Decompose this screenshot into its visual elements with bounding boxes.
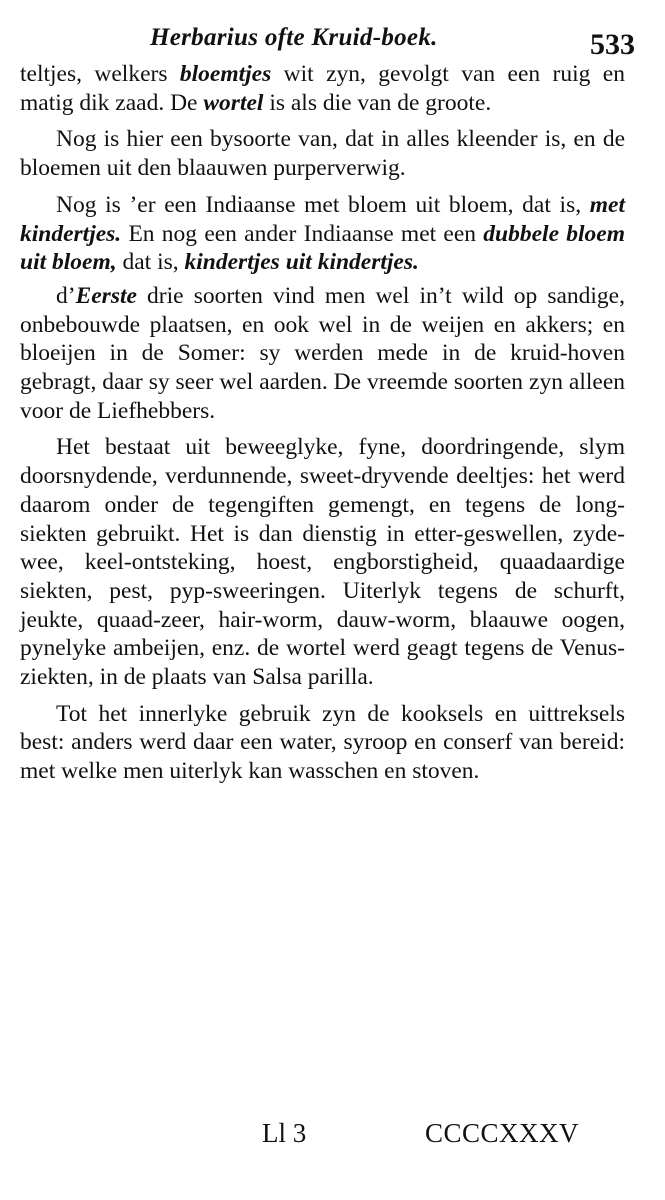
text-run: d’ xyxy=(56,282,76,309)
text-run: drie soorten vind men wel in’t wild op sandige, onbebouwde plaatsen, en ook wel in de weijen en akkers; en bloeijen in de Somer: sy werden mede in de kruid-hoven gebragt, daar sy seer wel aarden. De vreemde soorten zyn alleen voor de Liefhebbers. xyxy=(20,282,625,424)
text-run: bloemtjes xyxy=(179,61,272,87)
text-run: dat is, xyxy=(116,249,185,276)
text-run: Tot het innerlyke gebruik zyn de kooksels en uittreksels best: anders werd daar een water, syroop en conserf van bereid: met welke men uiterlyk kan wasschen en stoven. xyxy=(20,700,625,785)
paragraph-3 xyxy=(20,191,625,277)
paragraph-2 xyxy=(20,125,625,182)
text-run: teltjes, welkers xyxy=(20,61,180,87)
text-run: Het bestaat uit beweeglyke, fyne, doordringende, slym doorsnydende, verdunnende, sweet-dryvende deeltjes: het werd daarom onder de tegengiften gemengt, en tegens de long-siekten gebruikt. Het is dan dienstig in etter-geswellen, zyde-wee, keel-ontsteking, hoest, engborstigheid, quaadaardige siekten, pest, pyp-sweeringen. Uiterlyk tegens de schurft, jeukte, quaad-zeer, hair-worm, dauw-worm, blaauwe oogen, pynelyke ambeijen, enz. de wortel werd geagt tegens de Venus-ziekten, in de plaats van Salsa parilla. xyxy=(20,434,625,691)
text-run: wortel xyxy=(203,89,264,116)
paragraph-1 xyxy=(20,60,625,117)
signature-mark: Ll 3 xyxy=(262,1118,307,1148)
running-title: Herbarius ofte Kruid-boek. xyxy=(150,24,438,51)
text-run: kindertjes uit kindertjes. xyxy=(184,249,419,276)
paragraph-6 xyxy=(20,700,625,786)
roman-numeral: CCCCXXXV xyxy=(425,1118,580,1148)
text-run: wit zyn, gevolgt van een ruig en matig dik zaad. De xyxy=(20,61,625,116)
text-run: En nog een ander Indiaanse met een xyxy=(121,220,484,247)
page-number: 533 xyxy=(590,28,635,61)
paragraph-4 xyxy=(20,282,625,426)
paragraph-5 xyxy=(20,433,625,691)
text-run: dubbele bloem uit bloem, xyxy=(20,220,626,276)
text-run: is als die van de groote. xyxy=(263,89,492,116)
text-run: Nog is hier een bysoorte van, dat in alles kleender is, en de bloemen uit den blaauwen purperverwig. xyxy=(20,126,625,182)
text-run: Eerste xyxy=(75,282,137,309)
body-text xyxy=(20,60,625,791)
text-run: met kindertjes. xyxy=(20,191,625,247)
page-footer xyxy=(0,1118,665,1158)
text-run: Nog is ’er een Indiaanse met bloem uit bloem, dat is, xyxy=(56,191,590,218)
